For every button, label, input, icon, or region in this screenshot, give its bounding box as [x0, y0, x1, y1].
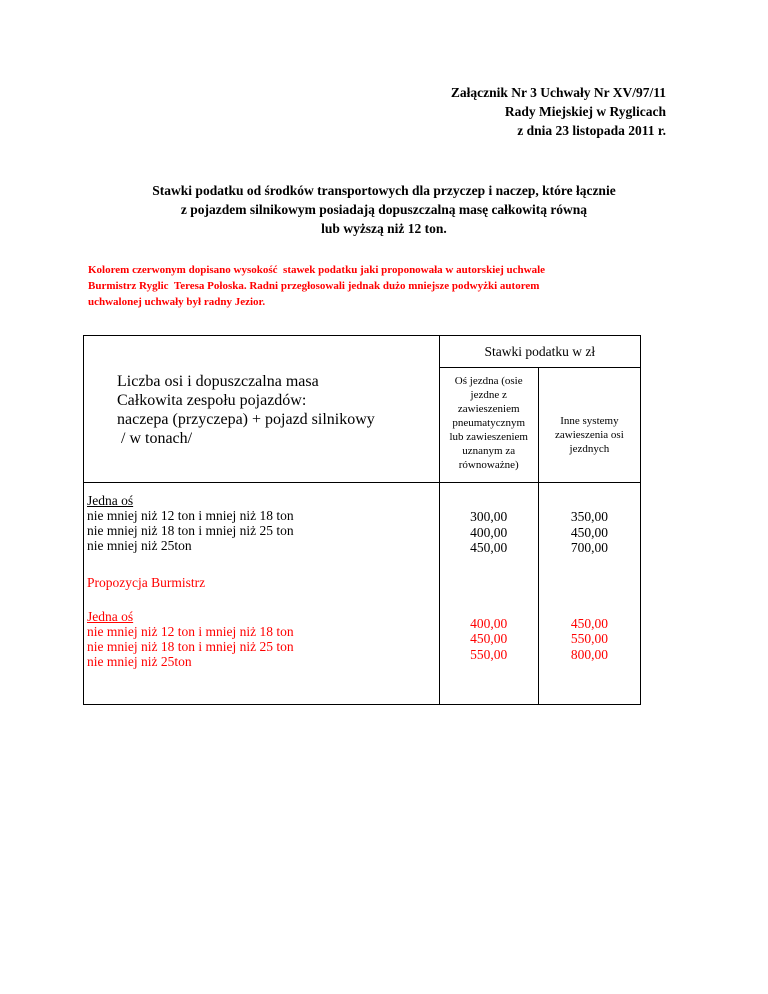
note-line-1: Kolorem czerwonym dopisano wysokość stawek podatku jaki proponowała w autorskiej uchwale: [88, 264, 546, 276]
label-header-cell: [84, 336, 440, 483]
title-line-1: Stawki podatku od środków transportowych dla przyczep i naczep, które łącznie: [152, 183, 616, 198]
label-line-3: naczepa (przyczepa) + pojazd silnikowy: [117, 411, 375, 428]
col-b-header: [538, 368, 640, 483]
s2-col-a-value: 550,00: [470, 646, 508, 662]
s2-col-b-value: 450,00: [570, 615, 608, 631]
note-line-2: Burmistrz Ryglic Teresa Połoska. Radni przegłosowali jednak dużo mniejsze podwyżki autorem: [88, 280, 540, 292]
s2-col-b-value: 800,00: [570, 646, 608, 662]
col-b-values: [538, 483, 640, 705]
s2-col-b-value: 550,00: [570, 631, 608, 646]
section2-heading: Jedna oś: [87, 609, 134, 624]
document-header: [451, 83, 666, 140]
col-a-line: Oś jezdna (osie: [454, 375, 523, 387]
section1-row: nie mniej niż 25ton: [87, 538, 192, 553]
label-line-4: / w tonach/: [117, 430, 193, 447]
document-title: [84, 181, 684, 238]
s2-col-a-value: 400,00: [470, 615, 508, 631]
title-line-3: lub wyższą niż 12 ton.: [321, 221, 447, 236]
col-a-values: [439, 483, 538, 705]
label-line-2: Całkowita zespołu pojazdów:: [117, 392, 307, 409]
s1-col-b-value: 350,00: [570, 509, 608, 524]
s1-col-b-value: 450,00: [570, 524, 608, 540]
col-b-line: zawieszenia osi: [555, 429, 624, 441]
s1-col-b-value: 700,00: [570, 540, 608, 555]
section2-row: nie mniej niż 12 ton i mniej niż 18 ton: [87, 624, 294, 639]
header-line-1: Załącznik Nr 3 Uchwały Nr XV/97/11: [450, 85, 666, 100]
s1-col-a-value: 450,00: [470, 540, 508, 555]
red-note: [88, 262, 678, 310]
col-a-line: pneumatycznym: [452, 417, 526, 429]
col-b-line: Inne systemy: [560, 415, 619, 427]
rates-header: Stawki podatku w zł: [439, 336, 640, 368]
section1-row: nie mniej niż 18 ton i mniej niż 25 ton: [87, 523, 294, 538]
proposal-label: Propozycja Burmistrz: [87, 575, 206, 590]
col-a-line: zawieszeniem: [457, 403, 520, 415]
section1-row: nie mniej niż 12 ton i mniej niż 18 ton: [87, 508, 294, 523]
col-a-line: jezdne z: [470, 389, 507, 401]
s2-col-a-value: 450,00: [470, 631, 508, 646]
note-line-3: uchwalonej uchwały był radny Jezior.: [88, 296, 266, 308]
col-a-line: lub zawieszeniem: [449, 431, 528, 443]
col-a-header: [439, 368, 538, 483]
col-a-line: równoważne): [458, 459, 519, 471]
rows-cell: [84, 483, 440, 705]
col-b-line: jezdnych: [569, 443, 610, 455]
section2-row: nie mniej niż 25ton: [87, 654, 192, 669]
col-a-line: uznanym za: [462, 445, 516, 457]
label-line-1: Liczba osi i dopuszczalna masa: [117, 373, 319, 390]
section2-row: nie mniej niż 18 ton i mniej niż 25 ton: [87, 639, 294, 654]
s1-col-a-value: 300,00: [470, 509, 508, 524]
tax-rates-table: [83, 335, 641, 705]
section1-heading: Jedna oś: [87, 493, 134, 508]
header-line-3: z dnia 23 listopada 2011 r.: [517, 123, 666, 138]
header-line-2: Rady Miejskiej w Ryglicach: [504, 104, 666, 119]
s1-col-a-value: 400,00: [470, 524, 508, 540]
title-line-2: z pojazdem silnikowym posiadają dopuszczalną masę całkowitą równą: [180, 202, 588, 217]
